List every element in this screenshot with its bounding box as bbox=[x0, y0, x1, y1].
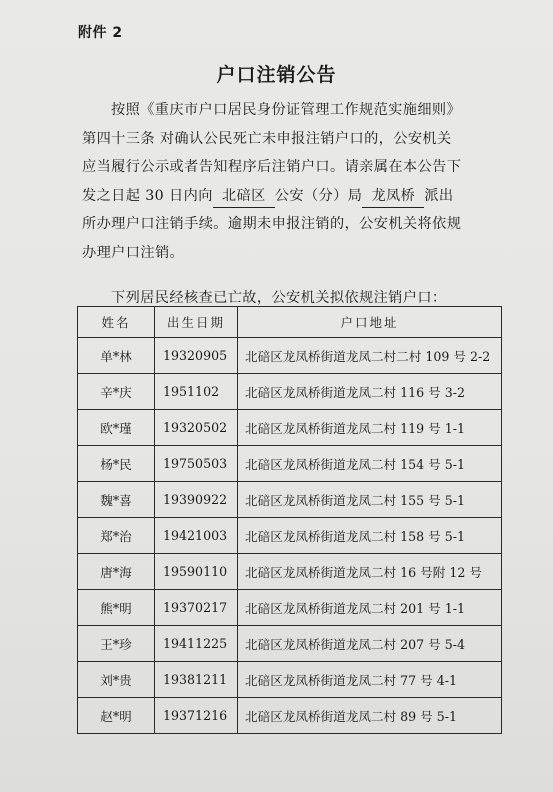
cell-dob: 19371216 bbox=[155, 698, 238, 734]
table-row bbox=[78, 554, 502, 590]
cell-address: 北碚区龙凤桥街道龙凤二村 89 号 5-1 bbox=[238, 698, 502, 734]
cell-dob: 19381211 bbox=[155, 662, 238, 698]
notice-text: 公安（分）局 bbox=[274, 187, 363, 204]
cell-address: 北碚区龙凤桥街道龙凤二村二村 109 号 2-2 bbox=[238, 338, 502, 374]
cell-dob: 19390922 bbox=[155, 482, 238, 518]
cell-address: 北碚区龙凤桥街道龙凤二村 207 号 5-4 bbox=[238, 626, 502, 662]
deceased-residents-table bbox=[77, 306, 502, 734]
cell-address: 北碚区龙凤桥街道龙凤二村 201 号 1-1 bbox=[238, 590, 502, 626]
cell-address: 北碚区龙凤桥街道龙凤二村 154 号 5-1 bbox=[238, 446, 502, 482]
cell-dob: 19750503 bbox=[155, 446, 238, 482]
notice-line bbox=[82, 182, 500, 211]
header-name: 姓名 bbox=[78, 307, 155, 338]
cell-dob: 19370217 bbox=[155, 590, 238, 626]
notice-line: 按照《重庆市户口居民身份证管理工作规范实施细则》 bbox=[111, 102, 462, 118]
notice-paragraph bbox=[82, 96, 500, 267]
table-row bbox=[78, 374, 502, 410]
header-address: 户口地址 bbox=[238, 307, 502, 338]
notice-line: 所办理户口注销手续。逾期未申报注销的，公安机关将依规 bbox=[82, 216, 462, 232]
station-field: 龙凤桥 bbox=[362, 185, 424, 208]
cell-name: 王*珍 bbox=[78, 626, 155, 662]
table-row bbox=[78, 482, 502, 518]
cell-address: 北碚区龙凤桥街道龙凤二村 16 号附 12 号 bbox=[238, 554, 502, 590]
header-dob: 出生日期 bbox=[155, 307, 238, 338]
cell-dob: 19320502 bbox=[155, 410, 238, 446]
cell-address: 北碚区龙凤桥街道龙凤二村 155 号 5-1 bbox=[238, 482, 502, 518]
cell-name: 熊*明 bbox=[78, 590, 155, 626]
table-row bbox=[78, 590, 502, 626]
notice-line: 应当履行公示或者告知程序后注销户口。请亲属在本公告下 bbox=[82, 159, 462, 175]
cell-dob: 19421003 bbox=[155, 518, 238, 554]
cell-address: 北碚区龙凤桥街道龙凤二村 116 号 3-2 bbox=[238, 374, 502, 410]
cell-dob: 19590110 bbox=[155, 554, 238, 590]
notice-line: 第四十三条 对确认公民死亡未申报注销户口的，公安机关 bbox=[82, 130, 452, 147]
notice-line: 办理户口注销。 bbox=[82, 244, 185, 261]
table-row bbox=[78, 626, 502, 662]
cell-name: 郑*治 bbox=[78, 518, 155, 554]
district-field: 北碚区 bbox=[213, 185, 275, 208]
attachment-label: 附件 2 bbox=[78, 25, 123, 41]
cell-name: 刘*贵 bbox=[78, 662, 155, 698]
table-row bbox=[78, 518, 502, 554]
cell-name: 赵*明 bbox=[78, 698, 155, 734]
notice-text: 派出 bbox=[424, 187, 454, 204]
cell-name: 魏*喜 bbox=[78, 482, 155, 518]
cell-dob: 1951102 bbox=[155, 374, 238, 410]
table-row bbox=[78, 698, 502, 734]
table-row bbox=[78, 410, 502, 446]
cell-address: 北碚区龙凤桥街道龙凤二村 158 号 5-1 bbox=[238, 518, 502, 554]
cell-name: 杨*民 bbox=[78, 446, 155, 482]
table-header-row bbox=[78, 307, 502, 338]
table-row bbox=[78, 446, 502, 482]
cell-dob: 19411225 bbox=[155, 626, 238, 662]
table-row bbox=[78, 662, 502, 698]
cell-address: 北碚区龙凤桥街道龙凤二村 77 号 4-1 bbox=[238, 662, 502, 698]
cell-address: 北碚区龙凤桥街道龙凤二村 119 号 1-1 bbox=[238, 410, 502, 446]
cell-name: 单*林 bbox=[78, 338, 155, 374]
cell-name: 欧*瑾 bbox=[78, 410, 155, 446]
cell-name: 辛*庆 bbox=[78, 374, 155, 410]
notice-text: 发之日起 30 日内向 bbox=[82, 187, 213, 204]
page-title: 户口注销公告 bbox=[216, 64, 337, 86]
cell-name: 唐*海 bbox=[78, 554, 155, 590]
intro-text: 下列居民经核查已亡故，公安机关拟依规注销户口： bbox=[111, 290, 447, 306]
cell-dob: 19320905 bbox=[155, 338, 238, 374]
table-row bbox=[78, 338, 502, 374]
